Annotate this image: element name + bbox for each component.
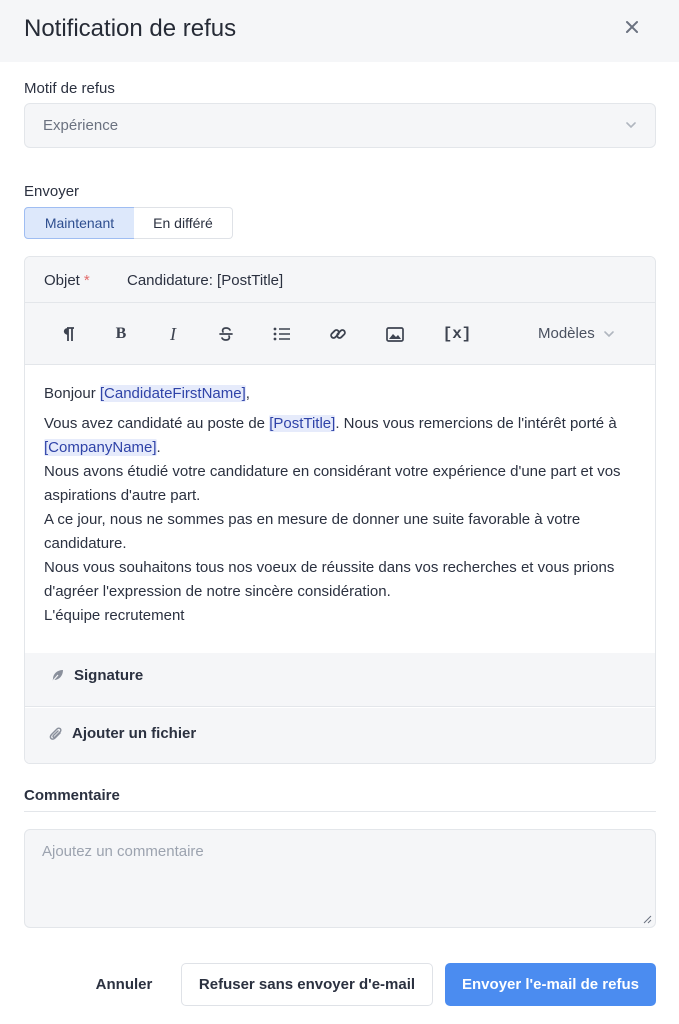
close-button[interactable]	[620, 15, 644, 39]
editor-toolbar	[25, 303, 655, 365]
variable-icon: [x]	[442, 325, 472, 343]
body-para: A ce jour, nous ne sommes pas en mesure de donner une suite favorable à votre candidature.	[44, 511, 581, 552]
signature-button[interactable]	[49, 667, 143, 684]
add-file-label: Ajouter un fichier	[72, 725, 197, 742]
add-file-button[interactable]	[49, 725, 196, 742]
paperclip-icon	[49, 726, 63, 742]
subject-label-text: Objet	[44, 272, 80, 289]
variable-tag[interactable]: [PostTitle]	[269, 415, 336, 432]
link-button[interactable]	[327, 323, 349, 345]
variable-tag[interactable]: [CompanyName]	[44, 439, 157, 456]
thanks-text: . Nous vous remercions de l'intérêt porté à	[335, 415, 617, 432]
resize-grip-icon[interactable]	[643, 915, 652, 924]
variable-tag[interactable]: [CandidateFirstName]	[99, 385, 246, 402]
required-mark: *	[83, 272, 90, 289]
chevron-down-icon	[603, 328, 615, 340]
apply-text: Vous avez candidaté au poste de	[44, 415, 266, 432]
send-now-toggle[interactable]: Maintenant	[24, 207, 135, 239]
italic-button[interactable]	[162, 323, 184, 345]
close-icon	[625, 20, 639, 34]
reason-select-value: Expérience	[43, 117, 119, 134]
signature-label: Signature	[74, 667, 144, 684]
email-body[interactable]	[44, 382, 644, 628]
body-para: Nous avons étudié votre candidature en considérant votre expérience d'une part et vos aspirations d'autre part.	[44, 463, 621, 504]
body-para: L'équipe recrutement	[44, 607, 185, 624]
comment-textarea[interactable]	[24, 829, 656, 928]
bold-button[interactable]	[110, 323, 132, 345]
dialog-header	[0, 0, 679, 62]
image-button[interactable]	[384, 323, 406, 345]
attachment-row	[25, 708, 655, 764]
comma-text: ,	[245, 385, 250, 402]
cancel-button[interactable]: Annuler	[95, 976, 153, 993]
send-refusal-email-button[interactable]: Envoyer l'e-mail de refus	[445, 963, 656, 1006]
subject-row	[25, 257, 655, 303]
italic-icon: I	[170, 323, 176, 344]
reason-select[interactable]	[24, 103, 656, 148]
paragraph-icon	[61, 326, 75, 342]
templates-label: Modèles	[538, 325, 595, 342]
divider	[24, 811, 656, 812]
strikethrough-icon	[218, 326, 234, 342]
email-editor	[24, 256, 656, 764]
send-later-toggle[interactable]: En différé	[134, 207, 233, 239]
feather-icon	[49, 668, 65, 684]
list-button[interactable]	[271, 323, 293, 345]
body-line-apply	[44, 412, 644, 460]
dialog-title: Notification de refus	[24, 15, 237, 42]
comment-label: Commentaire	[24, 787, 120, 804]
bold-icon: B	[115, 325, 127, 342]
refuse-without-email-button[interactable]: Refuser sans envoyer d'e-mail	[181, 963, 433, 1006]
strikethrough-button[interactable]	[215, 323, 237, 345]
signature-row	[25, 653, 655, 707]
variable-button[interactable]	[441, 323, 473, 345]
subject-input[interactable]: Candidature: [PostTitle]	[127, 272, 284, 289]
image-icon	[386, 327, 404, 342]
list-icon	[273, 327, 291, 341]
subject-label	[44, 272, 90, 289]
body-line-greeting	[44, 382, 644, 406]
body-para: Nous vous souhaitons tous nos voeux de réussite dans vos recherches et vous prions d'agréer l'expression de notre sincère considération.	[44, 559, 615, 600]
paragraph-button[interactable]	[57, 323, 79, 345]
link-icon	[329, 325, 347, 343]
reason-label: Motif de refus	[24, 80, 115, 97]
greeting-text: Bonjour	[44, 385, 96, 402]
period-text: .	[156, 439, 161, 456]
chevron-down-icon	[625, 119, 637, 131]
templates-dropdown[interactable]	[538, 325, 615, 342]
send-label: Envoyer	[24, 183, 80, 200]
